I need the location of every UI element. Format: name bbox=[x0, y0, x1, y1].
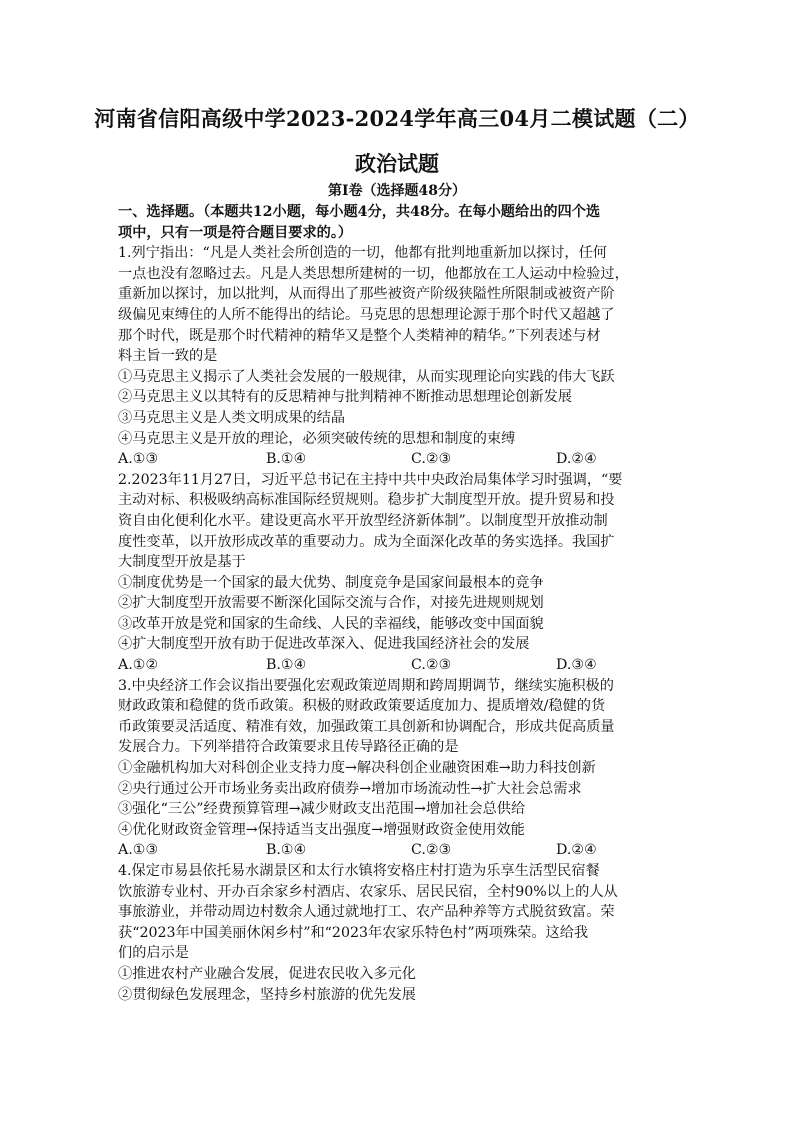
question-statement: ①马克思主义揭示了人类社会发展的一般规律，从而实现理论向实践的伟大飞跃 bbox=[118, 368, 615, 385]
answer-option: D.③④ bbox=[556, 657, 597, 674]
answer-option: B.①④ bbox=[266, 842, 307, 859]
question-1 bbox=[118, 243, 678, 470]
answer-option: D.②④ bbox=[556, 451, 597, 468]
question-stem-line: 2.2023年11月27日，习近平总书记在主持中共中央政治局集体学习时强调，“要 bbox=[118, 471, 623, 488]
question-statement: ④优化财政资金管理→保持适当支出强度→增强财政资金使用效能 bbox=[118, 821, 525, 838]
question-4 bbox=[118, 861, 678, 1005]
answer-option: C.②③ bbox=[411, 657, 452, 674]
question-statement: ②扩大制度型开放需要不断深化国际交流与合作，对接先进规则规划 bbox=[118, 595, 544, 612]
question-stem-line: 获“2023年中国美丽休闲乡村”和“2023年农家乐特色村”两项殊荣。这给我 bbox=[118, 924, 589, 941]
question-stem-line: 3.中央经济工作会议指出要强化宏观政策逆周期和跨周期调节，继续实施积极的 bbox=[118, 677, 614, 694]
question-statement: ④扩大制度型开放有助于促进改革深入、促进我国经济社会的发展 bbox=[118, 636, 530, 653]
question-stem-line: 们的启示是 bbox=[118, 945, 189, 962]
page-title: 河南省信阳高级中学2023-2024学年高三04月二模试题（二） bbox=[94, 106, 700, 131]
answer-options bbox=[118, 655, 678, 676]
page-subtitle: 政治试题 bbox=[355, 151, 439, 176]
question-stem-line: 一点也没有忽略过去。凡是人类思想所建树的一切，他都放在工人运动中检验过， bbox=[118, 265, 629, 282]
question-stem-line: 料主旨一致的是 bbox=[118, 348, 218, 365]
question-stem-line: 那个时代，既是那个时代精神的精华又是整个人类精神的精华。”下列表述与材 bbox=[118, 327, 601, 344]
question-stem-line: 饮旅游专业村、开办百余家乡村酒店、农家乐、居民民宿，全村90%以上的人从 bbox=[118, 883, 618, 900]
answer-option: C.②③ bbox=[411, 842, 452, 859]
answer-option: A.①② bbox=[118, 657, 159, 674]
question-statement: ①金融机构加大对科创企业支持力度→解决科创企业融资困难→助力科技创新 bbox=[118, 760, 596, 777]
answer-option: B.①④ bbox=[266, 451, 307, 468]
question-stem-line: 事旅游业，并带动周边村数余人通过就地打工、农产品种养等方式脱贫致富。荣 bbox=[118, 904, 615, 921]
section-heading-line-2: 项中，只有一项是符合题目要求的。） bbox=[118, 224, 353, 241]
question-list bbox=[118, 243, 678, 1005]
answer-options bbox=[118, 449, 678, 470]
question-2 bbox=[118, 470, 678, 676]
question-statement: ③强化“三公”经费预算管理→减少财政支出范围→增加社会总供给 bbox=[118, 801, 526, 818]
section-heading-line-1: 一、选择题。（本题共12小题，每小题4分，共48分。在每小题给出的四个选 bbox=[118, 204, 601, 220]
question-stem-line: 大制度型开放是基于 bbox=[118, 554, 246, 571]
volume-heading: 第I卷（选择题48分） bbox=[327, 183, 467, 199]
question-3 bbox=[118, 676, 678, 861]
question-stem-line: 资自由化便利化水平。建设更高水平开放型经济新体制”。以制度型开放推动制 bbox=[118, 512, 608, 529]
question-stem-line: 币政策要灵活适度、精准有效，加强政策工具创新和协调配合，形成共促高质量 bbox=[118, 718, 615, 735]
question-statement: ②央行通过公开市场业务卖出政府债券→增加市场流动性→扩大社会总需求 bbox=[118, 780, 582, 797]
answer-options bbox=[118, 840, 678, 861]
question-stem-line: 级偏见束缚住的人所不能得出的结论。马克思的思想理论源于那个时代又超越了 bbox=[118, 306, 615, 323]
question-stem-line: 发展合力。下列举措符合政策要求且传导路径正确的是 bbox=[118, 739, 459, 756]
answer-option: D.②④ bbox=[556, 842, 597, 859]
answer-option: A.①③ bbox=[118, 451, 159, 468]
question-statement: ②马克思主义以其特有的反思精神与批判精神不断推动思想理论创新发展 bbox=[118, 389, 573, 406]
question-stem-line: 重新加以探讨，加以批判，从而得出了那些被资产阶级狭隘性所限制或被资产阶 bbox=[118, 286, 615, 303]
question-stem-line: 主动对标、积极吸纳高标准国际经贸规则。稳步扩大制度型开放。提升贸易和投 bbox=[118, 492, 615, 509]
question-statement: ③马克思主义是人类文明成果的结晶 bbox=[118, 409, 346, 426]
answer-option: A.①③ bbox=[118, 842, 159, 859]
answer-option: C.②③ bbox=[411, 451, 452, 468]
question-statement: ④马克思主义是开放的理论，必须突破传统的思想和制度的束缚 bbox=[118, 430, 516, 447]
document-body bbox=[118, 202, 678, 1005]
question-statement: ①推进农村产业融合发展，促进农民收入多元化 bbox=[118, 965, 416, 982]
question-statement: ③改革开放是党和国家的生命线、人民的幸福线，能够改变中国面貌 bbox=[118, 615, 544, 632]
answer-option: B.①④ bbox=[266, 657, 307, 674]
question-statement: ②贯彻绿色发展理念，坚持乡村旅游的优先发展 bbox=[118, 986, 416, 1003]
question-stem-line: 1.列宁指出：“凡是人类社会所创造的一切，他都有批判地重新加以探讨，任何 bbox=[118, 245, 607, 262]
question-statement: ①制度优势是一个国家的最大优势、制度竞争是国家间最根本的竞争 bbox=[118, 574, 544, 591]
question-stem-line: 4.保定市易县依托易水湖景区和太行水镇将安格庄村打造为乐享生活型民宿餐 bbox=[118, 863, 600, 879]
question-stem-line: 度性变革，以开放形成改革的重要动力。成为全面深化改革的务实选择。我国扩 bbox=[118, 533, 615, 550]
question-stem-line: 财政政策和稳健的货币政策。积极的财政政策要适度加力、提质增效/稳健的货 bbox=[118, 698, 606, 715]
